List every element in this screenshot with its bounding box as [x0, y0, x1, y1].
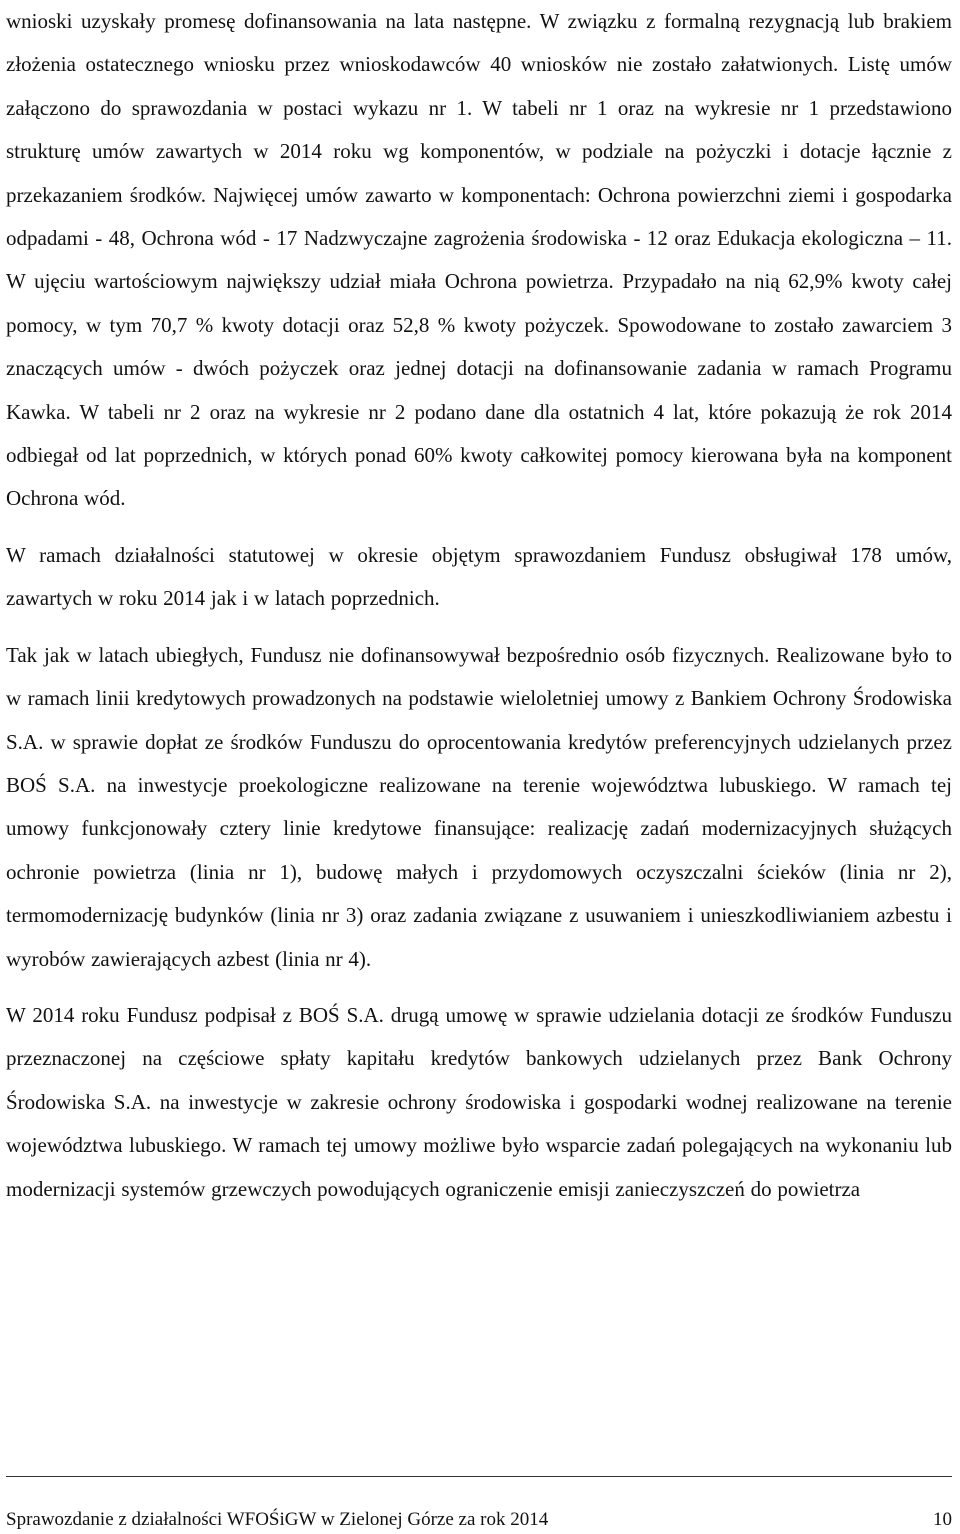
paragraph-2: W ramach działalności statutowej w okresie objętym sprawozdaniem Fundusz obsługiwał 178 umów, zawartych w roku 2014 jak i w latach poprzednich.	[6, 542, 952, 611]
footer-title: Sprawozdanie z działalności WFOŚiGW w Zielonej Górze za rok 2014	[6, 1509, 549, 1530]
page-number: 10	[933, 1509, 952, 1530]
page-footer	[6, 1508, 952, 1532]
paragraph-1: wnioski uzyskały promesę dofinansowania na lata następne. W związku z formalną rezygnacją lub brakiem złożenia ostatecznego wniosku przez wnioskodawców 40 wniosków nie zostało załatwionych. Listę umów załączono do sprawozdania w postaci wykazu nr 1. W tabeli nr 1 oraz na wykresie nr 1 przedstawiono strukturę umów zawartych w 2014 roku wg komponentów, w podziale na pożyczki i dotacje łącznie z przekazaniem środków. Najwięcej umów zawarto w komponentach: Ochrona powierzchni ziemi i gospodarka odpadami - 48, Ochrona wód - 17 Nadzwyczajne zagrożenia środowiska - 12 oraz Edukacja ekologiczna – 11. W ujęciu wartościowym największy udział miała Ochrona powietrza. Przypadało na nią 62,9% kwoty całej pomocy, w tym 70,7 % kwoty dotacji oraz 52,8 % kwoty pożyczek. Spowodowane to zostało zawarciem 3 znaczących umów - dwóch pożyczek oraz jednej dotacji na dofinansowanie zadania w ramach Programu Kawka. W tabeli nr 2 oraz na wykresie nr 2 podano dane dla ostatnich 4 lat, które pokazują że rok 2014 odbiegał od lat poprzednich, w których ponad 60% kwoty całkowitej pomocy kierowana była na komponent Ochrona wód.	[6, 9, 952, 511]
document-body	[6, 0, 952, 1211]
footer-divider	[6, 1476, 952, 1477]
paragraph-3: Tak jak w latach ubiegłych, Fundusz nie dofinansowywał bezpośrednio osób fizycznych. Realizowane było to w ramach linii kredytowych prowadzonych na podstawie wieloletniej umowy z Bankiem Ochrony Środowiska S.A. w sprawie dopłat ze środków Funduszu do oprocentowania kredytów preferencyjnych udzielanych przez BOŚ S.A. na inwestycje proekologiczne realizowane na terenie województwa lubuskiego. W ramach tej umowy funkcjonowały cztery linie kredytowe finansujące: realizację zadań modernizacyjnych służących ochronie powietrza (linia nr 1), budowę małych i przydomowych oczyszczalni ścieków (linia nr 2), termomodernizację budynków (linia nr 3) oraz zadania związane z usuwaniem i unieszkodliwianiem azbestu i wyrobów zawierających azbest (linia nr 4).	[6, 642, 952, 971]
paragraph-4: W 2014 roku Fundusz podpisał z BOŚ S.A. drugą umowę w sprawie udzielania dotacji ze środków Funduszu przeznaczonej na częściowe spłaty kapitału kredytów bankowych udzielanych przez Bank Ochrony Środowiska S.A. na inwestycje w zakresie ochrony środowiska i gospodarki wodnej realizowane na terenie województwa lubuskiego. W ramach tej umowy możliwe było wsparcie zadań polegających na wykonaniu lub modernizacji systemów grzewczych powodujących ograniczenie emisji zanieczyszczeń do powietrza	[6, 1002, 952, 1201]
